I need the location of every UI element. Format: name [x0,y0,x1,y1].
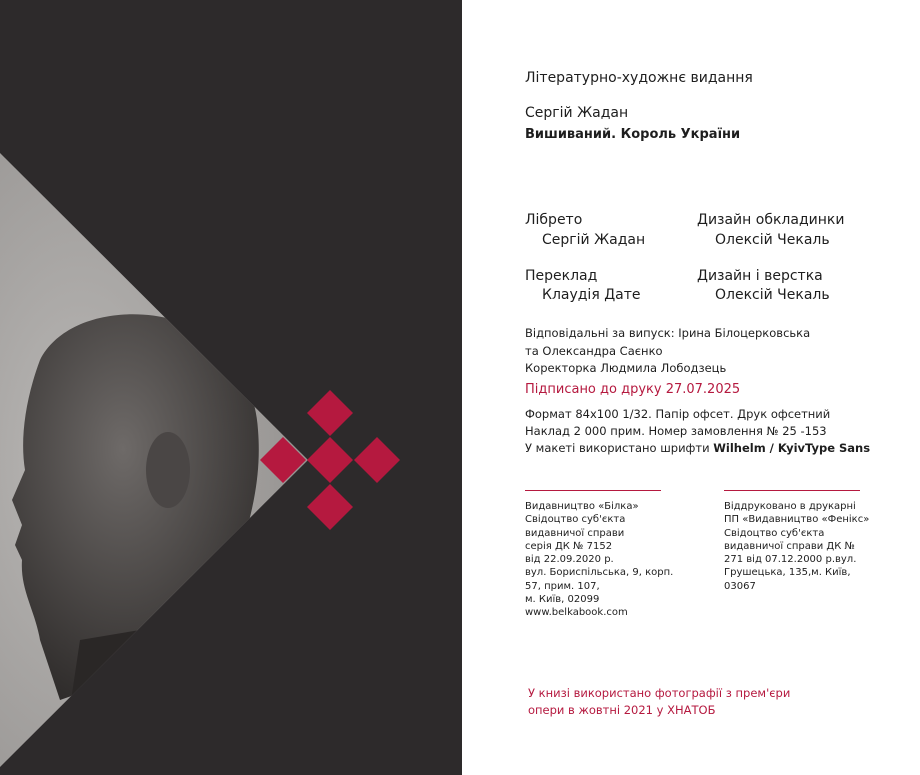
publisher-divider [525,490,661,491]
credit-cover-role: Дизайн обкладинки [697,212,845,228]
edition-type: Літературно-художнє видання [525,70,753,86]
credit-cover-name: Олексій Чекаль [715,232,830,248]
photo-note-line-1: У книзі використано фотографії з прем'єри [528,686,791,700]
printer-line: Віддруковано в друкарні [724,501,856,512]
publisher-website: www.belkabook.com [525,607,628,619]
signed-date: Підписано до друку 27.07.2025 [525,382,741,397]
publisher-line: 57, прим. 107, [525,580,600,592]
printer-line: ПП «Видавництво «Фенікс» [724,514,870,526]
fonts-names: Wilhelm / KyivType Sans [713,441,871,455]
credit-libretto-name: Сергій Жадан [542,232,646,248]
publisher-line: м. Київ, 02099 [525,594,600,606]
credit-layout-name: Олексій Чекаль [715,287,830,303]
responsible-line-1: Відповідальні за випуск: Ірина Білоцерковська [525,326,811,340]
publisher-line: Свідоцтво суб'єкта [525,514,626,526]
specs-line-2: Наклад 2 000 прим. Номер замовлення № 25 -153 [525,424,827,438]
publisher-info [525,500,673,620]
printer-info [724,500,869,593]
credit-libretto-role: Лібрето [525,212,583,228]
fonts-prefix: У макеті використано шрифти [525,441,714,455]
publisher-line: від 22.09.2020 р. [525,554,614,566]
printer-line: Грушецька, 135,м. Київ, [724,567,851,579]
colophon-panel [462,0,920,775]
printer-line: 03067 [724,580,756,592]
publisher-line: серія ДК № 7152 [525,540,613,552]
responsible-line-2: та Олександра Саєнко [525,344,663,358]
printer-line: видавничої справи ДК № [724,540,855,552]
publisher-line: вул. Бориспільська, 9, корп. [525,567,674,579]
publisher-line: Видавництво «Білка» [525,501,639,512]
book-title: Вишиваний. Король України [525,127,741,142]
author-name: Сергій Жадан [525,105,629,121]
printer-line: Свідоцтво суб'єкта [724,527,825,539]
publisher-line: видавничої справи [525,527,625,539]
printer-divider [724,490,860,491]
diamond-ornament [260,390,400,530]
specs-fonts-line [525,442,870,455]
photo-note-line-2: опери в жовтні 2021 у ХНАТОБ [528,703,716,717]
specs-line-1: Формат 84x100 1/32. Папір офсет. Друк офсетний [525,407,831,421]
credit-translation-role: Переклад [525,268,598,284]
printer-line: 271 від 07.12.2000 р.вул. [724,554,857,566]
proofreader-line: Коректорка Людмила Лободзець [525,361,727,375]
credit-layout-role: Дизайн і верстка [697,268,823,284]
credit-translation-name: Клаудія Дате [542,287,641,303]
